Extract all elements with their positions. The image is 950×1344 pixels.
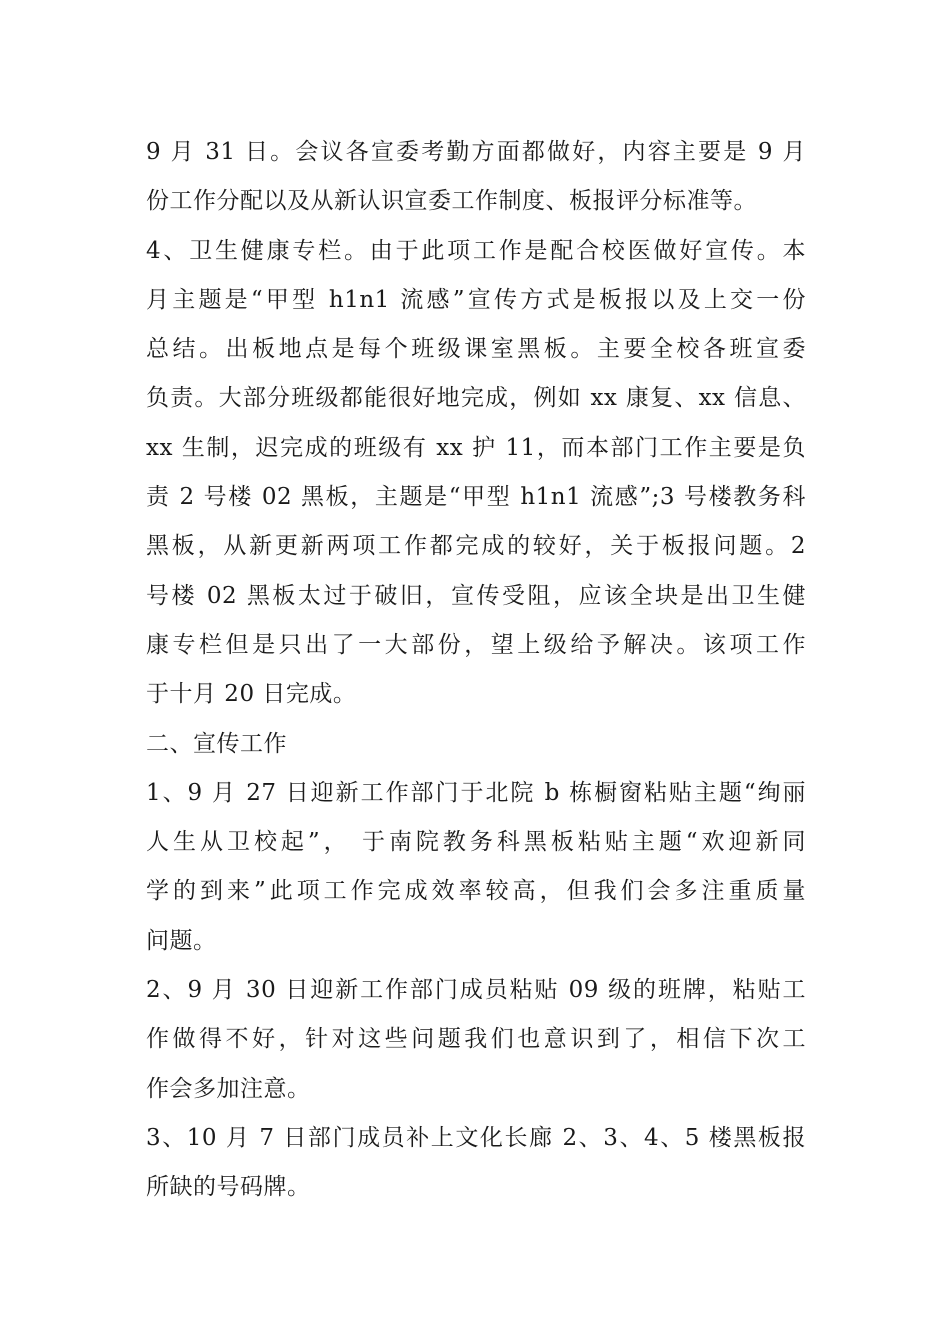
text-line: 责 2 号楼 02 黑板，主题是“甲型 h1n1 流感”;3 号楼教务科 [146,484,806,511]
text-line: 黑板，从新更新两项工作都完成的较好，关于板报问题。2 [146,533,806,560]
text-line: 康专栏但是只出了一大部份，望上级给予解决。该项工作 [146,631,806,658]
text-line: 作会多加注意。 [146,1075,311,1102]
text-line: xx 生制，迟完成的班级有 xx 护 11，而本部门工作主要是负 [146,434,806,461]
text-line: 所缺的号码牌。 [146,1174,311,1201]
text-line: 作做得不好，针对这些问题我们也意识到了，相信下次工 [146,1026,806,1053]
text-line: 4、卫生健康专栏。由于此项工作是配合校医做好宣传。本 [146,237,806,264]
text-line: 1、9 月 27 日迎新工作部门于北院 b 栋橱窗粘贴主题“绚丽 [146,779,806,806]
text-line: 2、9 月 30 日迎新工作部门成员粘贴 09 级的班牌，粘贴工 [146,977,806,1004]
text-line: 二、宣传工作 [146,730,287,757]
text-line: 号楼 02 黑板太过于破旧，宣传受阻，应该全块是出卫生健 [146,582,806,609]
text-line: 份工作分配以及从新认识宣委工作制度、板报评分标准等。 [146,188,757,215]
text-line: 总结。出板地点是每个班级课室黑板。主要全校各班宣委 [146,336,806,363]
text-line: 3、10 月 7 日部门成员补上文化长廊 2、3、4、5 楼黑板报 [146,1124,806,1151]
document-body [146,128,806,1213]
text-line: 学的到来”此项工作完成效率较高，但我们会多注重质量 [146,878,806,905]
text-line: 于十月 20 日完成。 [146,681,357,708]
text-line: 人生从卫校起”， 于南院教务科黑板粘贴主题“欢迎新同 [146,829,806,856]
text-line: 负责。大部分班级都能很好地完成，例如 xx 康复、xx 信息、 [146,385,806,412]
text-line: 月主题是“甲型 h1n1 流感”宣传方式是板报以及上交一份 [146,286,806,313]
text-line: 9 月 31 日。会议各宣委考勤方面都做好，内容主要是 9 月 [146,139,806,165]
text-line: 问题。 [146,927,217,954]
